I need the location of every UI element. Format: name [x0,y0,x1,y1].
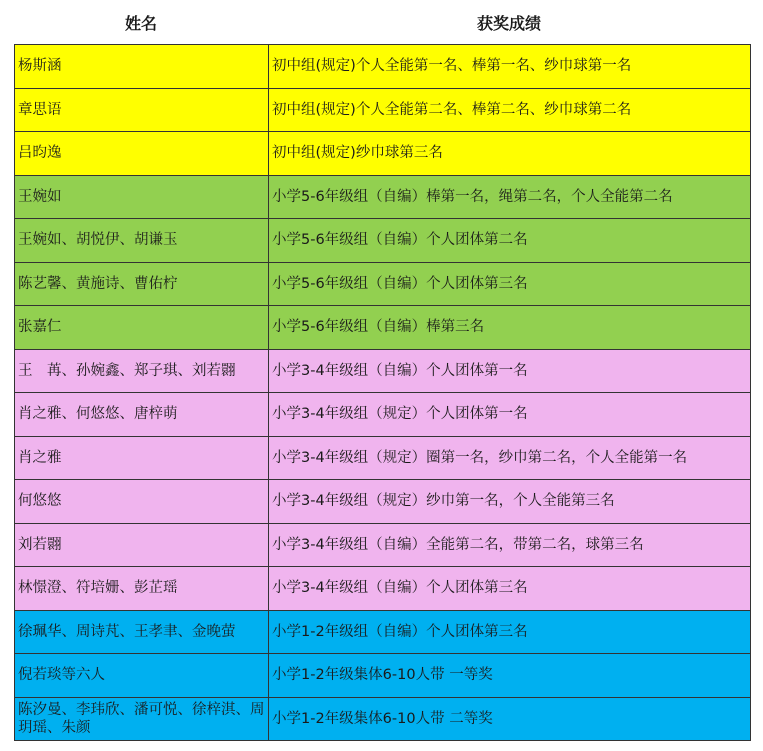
award-cell: 小学5-6年级组（自编）个人团体第三名 [269,262,751,306]
table-row [15,219,751,263]
name-cell: 王婉如、胡悦伊、胡谦玉 [15,219,269,263]
name-cell: 张嘉仁 [15,306,269,350]
name-cell: 何悠悠 [15,480,269,524]
name-cell: 林憬澄、符培姗、彭芷瑶 [15,567,269,611]
table-row [15,567,751,611]
award-cell: 小学5-6年级组（自编）棒第一名，绳第二名，个人全能第二名 [269,175,751,219]
award-cell: 小学1-2年级组（自编）个人团体第三名 [269,610,751,654]
award-cell: 初中组(规定)个人全能第一名、棒第一名、纱巾球第一名 [269,45,751,89]
name-cell: 吕昀逸 [15,132,269,176]
name-cell: 肖之雅、何悠悠、唐梓萌 [15,393,269,437]
award-cell: 小学3-4年级组（自编）个人团体第三名 [269,567,751,611]
awards-table [14,44,751,741]
name-cell: 王婉如 [15,175,269,219]
name-cell: 陈汐曼、李玮欣、潘可悦、徐梓淇、周玥瑶、朱颜 [15,697,269,741]
table-row [15,349,751,393]
table-row [15,393,751,437]
table-row [15,262,751,306]
award-cell: 小学5-6年级组（自编）棒第三名 [269,306,751,350]
header-name: 姓名 [124,13,157,33]
award-cell: 初中组(规定)个人全能第二名、棒第二名、纱巾球第二名 [269,88,751,132]
name-cell: 陈艺馨、黄施诗、曹佑柠 [15,262,269,306]
name-cell: 王 苒、孙婉鑫、郑子琪、刘若翾 [15,349,269,393]
name-cell: 倪若琰等六人 [15,654,269,698]
table-header [14,0,750,44]
award-cell: 小学5-6年级组（自编）个人团体第二名 [269,219,751,263]
table-row [15,306,751,350]
award-cell: 小学3-4年级组（自编）个人团体第一名 [269,349,751,393]
table-row [15,480,751,524]
table-row [15,610,751,654]
table-row [15,175,751,219]
award-cell: 初中组(规定)纱巾球第三名 [269,132,751,176]
table-row [15,45,751,89]
award-cell: 小学1-2年级集体6-10人带 一等奖 [269,654,751,698]
table-row [15,523,751,567]
table-row [15,132,751,176]
table-row [15,654,751,698]
name-cell: 章思语 [15,88,269,132]
award-cell: 小学3-4年级组（规定）圈第一名，纱巾第二名，个人全能第一名 [269,436,751,480]
award-cell: 小学3-4年级组（规定）纱巾第一名，个人全能第三名 [269,480,751,524]
name-cell: 杨斯涵 [15,45,269,89]
table-row [15,436,751,480]
name-cell: 徐珮华、周诗芃、王孝聿、金晚萤 [15,610,269,654]
award-cell: 小学3-4年级组（规定）个人团体第一名 [269,393,751,437]
award-cell: 小学1-2年级集体6-10人带 二等奖 [269,697,751,741]
name-cell: 刘若翾 [15,523,269,567]
award-cell: 小学3-4年级组（自编）全能第二名，带第二名，球第三名 [269,523,751,567]
table-row [15,697,751,741]
name-cell: 肖之雅 [15,436,269,480]
header-award: 获奖成绩 [476,13,541,33]
table-row [15,88,751,132]
